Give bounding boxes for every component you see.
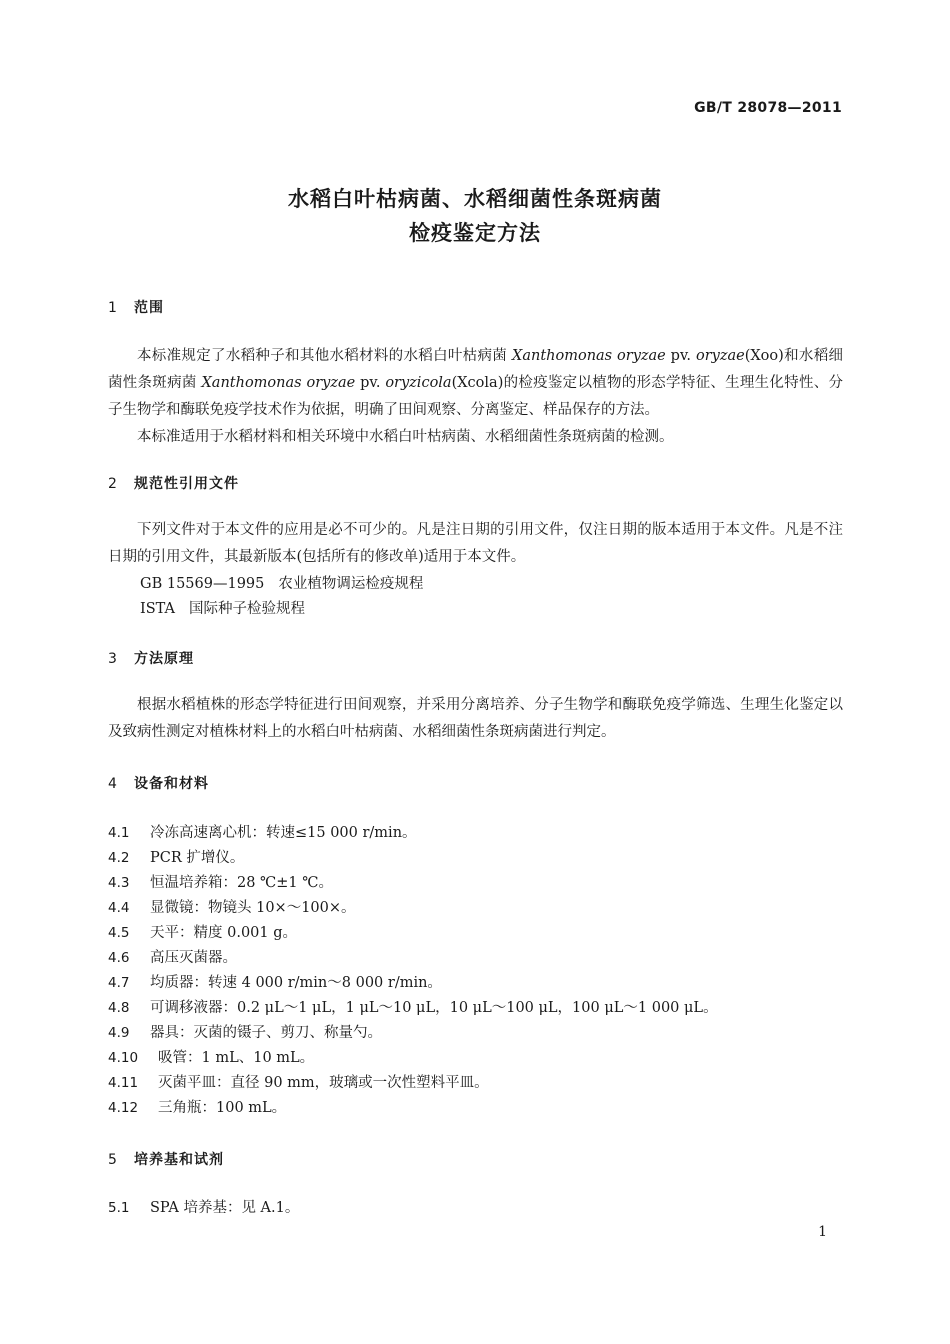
section-number: 1 [108,300,118,316]
list-item [108,1096,286,1117]
item-number: 4.7 [108,975,130,991]
section-number: 5 [108,1152,118,1168]
page-number: 1 [818,1224,827,1240]
section-1-paragraph-1: 本标准规定了水稻种子和其他水稻材料的水稻白叶枯病菌 Xanthomonas oryzae pv. oryzae(Xoo)和水稻细菌性条斑病菌 Xanthomonas oryzae pv. oryzicola(Xcola)的检疫鉴定以植物的形态学特征、生理生化特性、分子生物学和酶联免疫学技术作为依据，明确了田间观察、分离鉴定、样品保存的方法。 [108,348,843,418]
list-item [108,896,356,917]
item-number: 4.6 [108,950,130,966]
item-text: 器具：灭菌的镊子、剪刀、称量勺。 [150,1025,382,1041]
section-title: 设备和材料 [134,776,209,792]
list-item [108,821,417,842]
item-text: 恒温培养箱：28 ℃±1 ℃。 [150,875,333,891]
item-text: 三角瓶：100 mL。 [158,1100,287,1116]
section-1-heading [108,297,164,317]
species-name: Xanthomonas oryzae [201,375,356,391]
section-number: 3 [108,651,118,667]
reference-item [140,572,423,593]
list-item [108,1046,314,1067]
item-number: 4.2 [108,850,130,866]
list-item [108,871,333,892]
item-number: 4.8 [108,1000,130,1016]
list-item [108,1071,489,1092]
item-text: 天平：精度 0.001 g。 [150,925,298,941]
pathovar-name: oryzae [695,348,745,364]
section-3-heading [108,648,194,668]
reference-name: 国际种子检验规程 [189,601,306,617]
item-text: PCR 扩增仪。 [150,850,245,866]
item-number: 4.5 [108,925,130,941]
reference-code: ISTA [140,601,176,617]
pathovar-name: oryzicola [385,375,452,391]
item-number: 4.10 [108,1050,139,1066]
item-text: 高压灭菌器。 [150,950,237,966]
item-text: 冷冻高速离心机：转速≤15 000 r/min。 [150,825,417,841]
section-2-paragraph-1: 下列文件对于本文件的应用是必不可少的。凡是注日期的引用文件，仅注日期的版本适用于本文件。凡是不注日期的引用文件，其最新版本(包括所有的修改单)适用于本文件。 [108,522,843,565]
reference-item [140,597,305,618]
list-item [108,846,244,867]
species-name: Xanthomonas oryzae [512,348,666,364]
item-number: 4.1 [108,825,130,841]
item-text: SPA 培养基：见 A.1。 [150,1200,300,1216]
document-title-line2: 检疫鉴定方法 [409,221,541,245]
section-title: 规范性引用文件 [134,476,239,492]
section-number: 2 [108,476,118,492]
section-3-paragraph-1: 根据水稻植株的形态学特征进行田间观察，并采用分离培养、分子生物学和酶联免疫学筛选、生理生化鉴定以及致病性测定对植株材料上的水稻白叶枯病菌、水稻细菌性条斑病菌进行判定。 [108,697,843,740]
section-title: 范围 [134,300,164,316]
reference-name: 农业植物调运检疫规程 [278,576,424,592]
item-number: 4.11 [108,1075,139,1091]
item-text: 均质器：转速 4 000 r/min～8 000 r/min。 [150,975,442,991]
item-number: 4.3 [108,875,130,891]
section-5-heading [108,1149,224,1169]
section-title: 方法原理 [134,651,194,667]
section-1-paragraph-2: 本标准适用于水稻材料和相关环境中水稻白叶枯病菌、水稻细菌性条斑病菌的检测。 [137,429,674,445]
document-title-line1: 水稻白叶枯病菌、水稻细菌性条斑病菌 [288,187,662,211]
item-number: 4.4 [108,900,130,916]
section-title: 培养基和试剂 [134,1152,224,1168]
item-text: 显微镜：物镜头 10×～100×。 [150,900,356,916]
item-text: 可调移液器：0.2 μL～1 μL，1 μL～10 μL，10 μL～100 μL，100 μL～1 000 μL。 [150,1000,718,1016]
item-text: 吸管：1 mL、10 mL。 [158,1050,315,1066]
section-number: 4 [108,776,118,792]
item-number: 5.1 [108,1200,130,1216]
standard-code: GB/T 28078—2011 [694,100,842,116]
list-item [108,1021,382,1042]
item-number: 4.9 [108,1025,130,1041]
list-item [108,946,237,967]
section-4-heading [108,773,209,793]
list-item [108,1196,299,1217]
item-text: 灭菌平皿：直径 90 mm，玻璃或一次性塑料平皿。 [158,1075,489,1091]
list-item [108,971,442,992]
item-number: 4.12 [108,1100,139,1116]
list-item [108,996,718,1017]
reference-code: GB 15569—1995 [140,576,265,592]
section-2-heading [108,473,239,493]
list-item [108,921,297,942]
